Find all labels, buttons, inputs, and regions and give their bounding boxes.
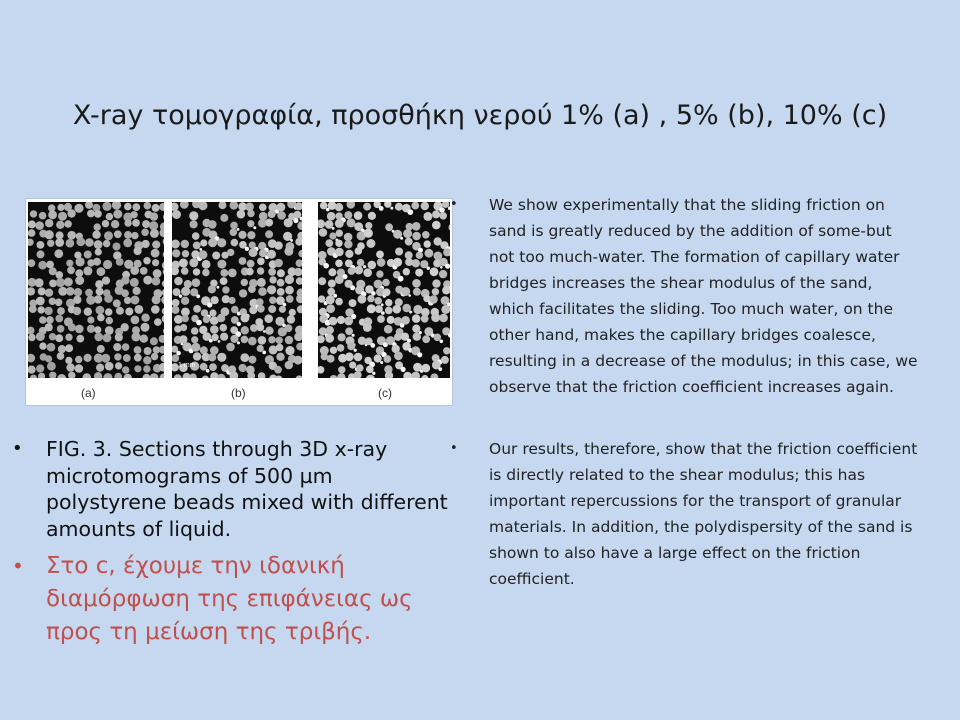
abstract-paragraph-2 xyxy=(450,436,920,592)
greek-note xyxy=(12,550,452,649)
panel-label-b: (b) xyxy=(231,386,246,400)
bead-texture xyxy=(28,202,164,378)
bullet-icon: • xyxy=(450,197,458,212)
scale-bar-label: 1 mm xyxy=(178,362,196,369)
bead-texture xyxy=(172,202,302,378)
figure-caption xyxy=(12,436,452,542)
greek-note-text: Στο c, έχουμε την ιδανική διαμόρφωση της επιφάνειας ως προς τη μείωση της τριβής. xyxy=(46,553,413,645)
abstract-paragraph-1-text: We show experimentally that the sliding friction on sand is greatly reduced by the addition of some-but not too much-water. The formation of capillary water bridges increases the shear modulus of the sand, which facilitates the sliding. Too much water, on the other hand, makes the capillary bridges coalesce, resulting in a decrease of the modulus; in this case, we observe that the friction coefficient increases again. xyxy=(489,196,918,396)
bullet-icon: • xyxy=(12,554,24,578)
bullet-icon: • xyxy=(450,441,458,456)
abstract-paragraph-2-text: Our results, therefore, show that the friction coefficient is directly related to the shear modulus; this has important repercussions for the transport of granular materials. In addition, the polydispersity of the sand is shown to also have a large effect on the friction coefficient. xyxy=(489,440,918,588)
panel-label-a: (a) xyxy=(81,386,96,400)
slide-title: X-ray τομογραφία, προσθήκη νερού 1% (a) , 5% (b), 10% (c) xyxy=(72,100,888,131)
panel-label-c: (c) xyxy=(378,386,392,400)
right-bullet-list xyxy=(450,192,920,592)
figure-caption-text: FIG. 3. Sections through 3D x-ray microtomograms of 500 µm polystyrene beads mixed with different amounts of liquid. xyxy=(46,437,448,541)
left-bullet-list xyxy=(12,436,452,649)
bead-texture xyxy=(318,202,450,378)
tomogram-panel-c xyxy=(318,202,450,378)
abstract-paragraph-1 xyxy=(450,192,920,400)
tomogram-panel-b xyxy=(172,202,302,378)
tomography-figure xyxy=(25,198,453,406)
tomogram-panel-a xyxy=(28,202,164,378)
bullet-icon: • xyxy=(12,438,23,459)
